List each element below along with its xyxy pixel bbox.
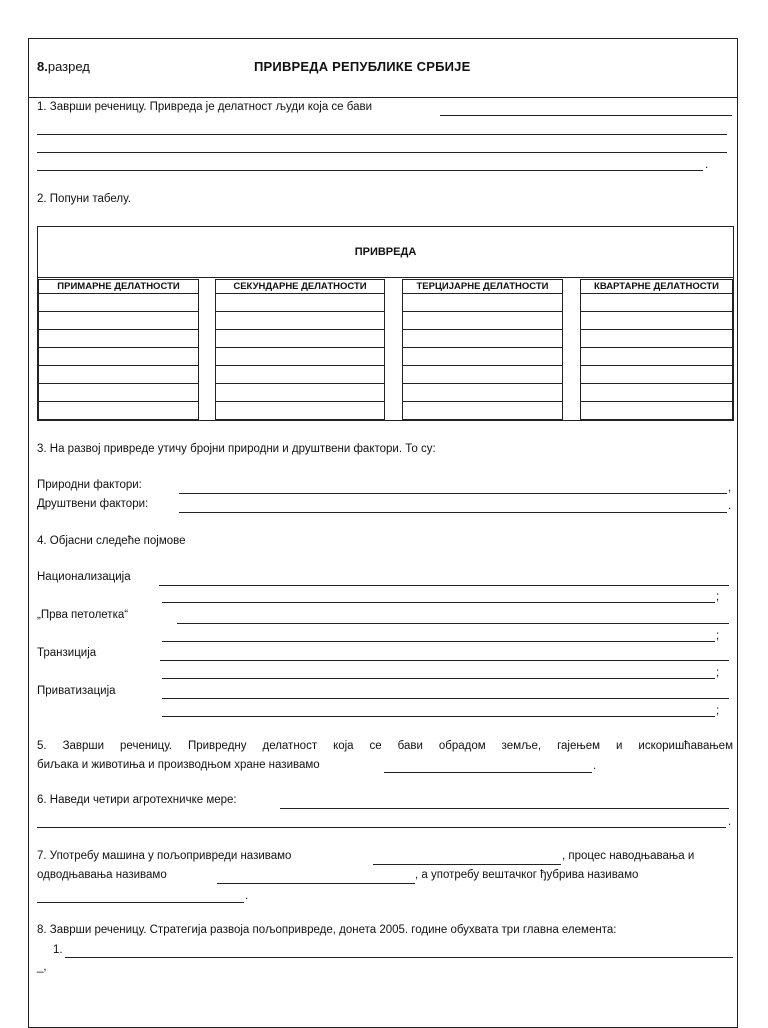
table-cell[interactable] [580,294,733,312]
term-transition: Транзиција [37,647,97,659]
table-cell[interactable] [402,402,563,420]
worksheet-frame [28,38,738,1028]
term-privatization: Приватизација [37,685,116,697]
q5-line-1: 5. Заврши реченицу. Привредну делатност која се бави обрадом земље, гајењем и искоришћавањем [37,740,733,752]
table-cell[interactable] [38,348,199,366]
term-blank[interactable] [162,641,715,642]
q7-part-b: , процес наводњавања и [562,850,695,862]
table-cell[interactable] [402,348,563,366]
table-cell[interactable] [215,384,385,402]
worksheet-header [29,39,737,98]
column-header: ТЕРЦИЈАРНЕ ДЕЛАТНОСТИ [402,279,563,294]
q7-blank-irrigation[interactable] [217,883,415,884]
table-cell[interactable] [402,294,563,312]
table-cell[interactable] [215,294,385,312]
q7-blank-fertilizer[interactable] [37,902,244,903]
social-factors-label: Друштвени фактори: [37,498,149,510]
table-cell[interactable] [38,384,199,402]
q8-item-1: 1. [53,944,63,956]
q6-end: . [728,816,732,828]
table-cell[interactable] [402,312,563,330]
q5-end: . [593,760,597,772]
table-cell[interactable] [580,402,733,420]
table-cell[interactable] [38,312,199,330]
q7-part-a: 7. Употребу машина у пољопривреди називамо [37,850,292,862]
q5-blank[interactable] [384,772,592,773]
table-column-primary [38,279,199,420]
table-cell[interactable] [215,366,385,384]
term-blank[interactable] [162,716,715,717]
table-cell[interactable] [38,402,199,420]
q8-blank-1[interactable] [65,957,733,958]
table-column-tertiary [402,279,563,420]
term-nationalization: Национализација [37,571,131,583]
table-cell[interactable] [580,384,733,402]
table-cell[interactable] [580,348,733,366]
table-cell[interactable] [580,366,733,384]
table-cell[interactable] [38,294,199,312]
q3-comma: , [728,482,732,494]
q8-text: 8. Заврши реченицу. Стратегија развоја пољопривреде, донета 2005. године обухвата три главна елемента: [37,924,617,936]
natural-factors-blank[interactable] [179,493,727,494]
q1-text: 1. Заврши реченицу. Привреда је делатност људи која се бави [37,101,373,113]
grade-label: 8.разред [37,59,90,74]
q2-text: 2. Попуни табелу. [37,193,131,205]
table-column-secondary [215,279,385,420]
term-semicolon: ; [716,591,720,603]
q7-blank-machines[interactable] [373,864,561,865]
term-semicolon: ; [716,705,720,717]
q7-part-d: , а употребу вештачког ђубрива називамо [415,869,639,881]
table-cell[interactable] [402,330,563,348]
column-header: КВАРТАРНЕ ДЕЛАТНОСТИ [580,279,733,294]
q1-blank-4[interactable] [37,170,703,171]
column-header: СЕКУНДАРНЕ ДЕЛАТНОСТИ [215,279,385,294]
table-divider [38,277,733,278]
table-column-quaternary [580,279,733,420]
term-blank[interactable] [162,678,715,679]
q1-blank-2[interactable] [37,134,727,135]
q8-tail: _, [37,961,47,973]
q7-part-c: одводњавања називамо [37,869,167,881]
term-blank[interactable] [159,585,729,586]
table-cell[interactable] [215,312,385,330]
q6-text: 6. Наведи четири агротехничке мере: [37,794,237,806]
table-cell[interactable] [215,402,385,420]
term-blank[interactable] [162,698,729,699]
table-title: ПРИВРЕДА [354,246,417,258]
page-title: ПРИВРЕДА РЕПУБЛИКЕ СРБИЈЕ [254,59,471,74]
q1-end: . [705,159,709,171]
term-blank[interactable] [177,623,729,624]
q4-text: 4. Објасни следеће појмове [37,535,186,547]
term-blank[interactable] [162,602,715,603]
table-cell[interactable] [38,330,199,348]
term-blank[interactable] [160,660,729,661]
table-cell[interactable] [580,312,733,330]
table-cell[interactable] [215,330,385,348]
q3-dot: . [728,500,732,512]
q1-blank-1[interactable] [440,115,732,116]
table-cell[interactable] [215,348,385,366]
q6-blank-2[interactable] [37,827,726,828]
table-cell[interactable] [38,366,199,384]
term-semicolon: ; [716,667,720,679]
economy-table [37,226,734,421]
q3-text: 3. На развој привреде утичу бројни природни и друштвени фактори. То су: [37,443,436,455]
q6-blank-1[interactable] [280,808,729,809]
term-semicolon: ; [716,630,720,642]
q5-line-2: биљака и животиња и производњом хране називамо [37,759,320,771]
column-header: ПРИМАРНЕ ДЕЛАТНОСТИ [38,279,199,294]
q1-blank-3[interactable] [37,152,727,153]
table-cell[interactable] [402,366,563,384]
q7-end: . [245,890,249,902]
natural-factors-label: Природни фактори: [37,479,142,491]
social-factors-blank[interactable] [179,512,727,513]
term-first-five-year-plan: „Прва петолетка“ [37,609,129,621]
table-cell[interactable] [580,330,733,348]
table-cell[interactable] [402,384,563,402]
